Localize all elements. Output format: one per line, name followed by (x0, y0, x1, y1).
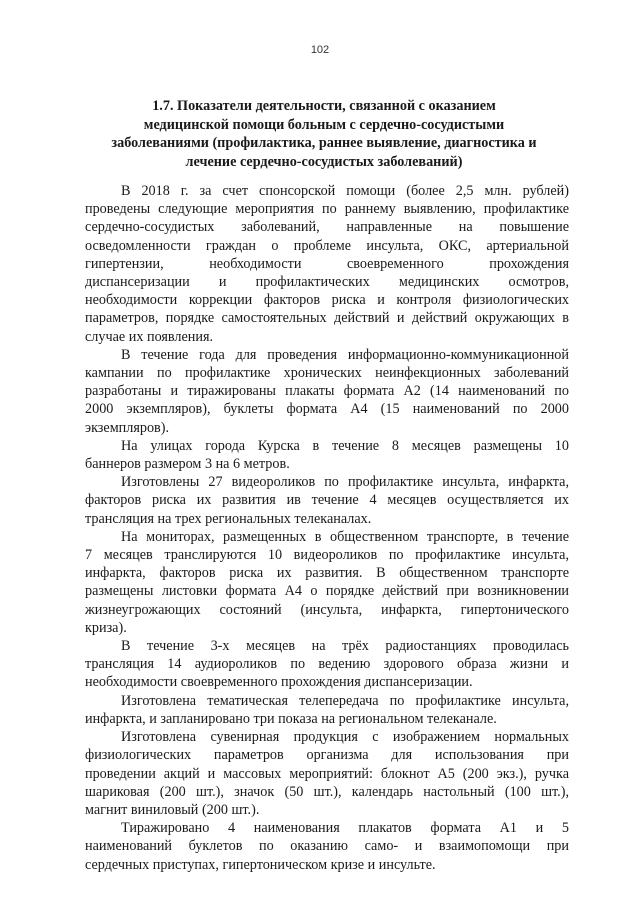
body-text (85, 182, 569, 874)
paragraph-line: криза). (85, 619, 127, 636)
paragraph-line: Тиражировано 4 наименования плакатов формата А1 и 5 (121, 820, 569, 837)
paragraph-line: физиологических параметров организма для использования при (85, 747, 569, 764)
paragraph (85, 182, 569, 346)
paragraph-line: На мониторах, размещенных в общественном транспорте, в течение (121, 528, 569, 545)
heading-line: заболеваниями (профилактика, раннее выявление, диагностика и (111, 135, 537, 152)
paragraph (85, 819, 569, 874)
paragraph-line: Изготовлена сувенирная продукция с изображением нормальных (121, 729, 569, 746)
paragraph (85, 437, 569, 473)
paragraph-line: 7 месяцев транслируются 10 видеороликов по профилактике инсульта, (85, 547, 569, 564)
paragraph-line: В течение 3-х месяцев на трёх радиостанциях проводилась (121, 638, 569, 655)
paragraph-line: проведены следующие мероприятия по раннему выявлению, профилактике (85, 201, 569, 218)
paragraph-line: Изготовлена тематическая телепередача по профилактике инсульта, (121, 692, 569, 709)
paragraph-line: необходимости своевременного прохождения диспансеризации. (85, 674, 473, 691)
paragraph-line: размещены листовки формата А4 о порядке действий при возникновении (85, 583, 569, 600)
paragraph-line: В течение года для проведения информационно-коммуникационной (121, 346, 569, 363)
paragraph-line: В 2018 г. за счет спонсорской помощи (более 2,5 млн. рублей) (121, 183, 569, 199)
paragraph-line: проведении акций и массовых мероприятий: блокнот А5 (200 экз.), ручка (85, 765, 569, 782)
paragraph-line: трансляция 14 аудиороликов по ведению здорового образа жизни и (85, 656, 569, 673)
paragraph (85, 692, 569, 728)
paragraph (85, 346, 569, 437)
paragraph-line: 2000 экземпляров), буклеты формата А4 (15 наименований по 2000 (85, 401, 569, 418)
paragraph-line: случае их появления. (85, 328, 214, 345)
paragraph-line: шариковая (200 шт.), значок (50 шт.), календарь настольный (100 шт.), (85, 783, 569, 800)
paragraph-line: сердечных приступах, гипертоническом кризе и инсульте. (85, 856, 436, 873)
paragraph-line: кампании по профилактике хронических неинфекционных заболеваний (85, 365, 569, 382)
heading-line: медицинской помощи больным с сердечно-сосудистыми (143, 116, 505, 133)
paragraph-line: осведомленности граждан о проблеме инсульта, ОКС, артериальной (85, 237, 569, 254)
paragraph-line: гипертензии, необходимости своевременного прохождения (85, 255, 569, 272)
paragraph-line: разработаны и тиражированы плакаты формата А2 (14 наименований по (85, 383, 569, 400)
paragraph (85, 637, 569, 692)
heading-line: лечение сердечно-сосудистых заболеваний) (185, 153, 463, 170)
paragraph-line: необходимости коррекции факторов риска и контроля физиологических (85, 292, 569, 309)
paragraph-line: Изготовлены 27 видеороликов по профилактике инсульта, инфаркта, (121, 474, 569, 491)
paragraph-line: параметров, порядке самостоятельных действий и действий окружающих в (85, 310, 569, 327)
heading-line: 1.7. Показатели деятельности, связанной с оказанием (152, 98, 496, 114)
paragraph-line: баннеров размером 3 на 6 метров. (85, 456, 290, 473)
paragraph-line: сердечно-сосудистых заболеваний, направленные на повышение (85, 219, 569, 236)
paragraph-line: трансляция на трех региональных телеканалах. (85, 510, 372, 527)
paragraph-line: наименований буклетов по оказанию само- и взаимопомощи при (85, 838, 569, 855)
paragraph-line: инфаркта, факторов риска их развития. В общественном транспорте (85, 565, 569, 582)
paragraph-line: жизнеугрожающих состояний (инсульта, инфаркта, гипертонического (85, 601, 569, 618)
section-heading (96, 97, 552, 171)
paragraph-line: На улицах города Курска в течение 8 месяцев размещены 10 (121, 437, 569, 454)
paragraph-line: диспансеризации и профилактических медицинских осмотров, (85, 274, 569, 291)
paragraph (85, 728, 569, 819)
paragraph-line: экземпляров). (85, 419, 170, 436)
paragraph (85, 473, 569, 528)
paragraph-line: магнит виниловый (200 шт.). (85, 801, 260, 818)
paragraph (85, 528, 569, 637)
page-number: 102 (310, 44, 330, 56)
paragraph-line: факторов риска их развития ив течение 4 месяцев осуществляется их (85, 492, 569, 509)
paragraph-line: инфаркта, и запланировано три показа на региональном телеканале. (85, 710, 497, 727)
